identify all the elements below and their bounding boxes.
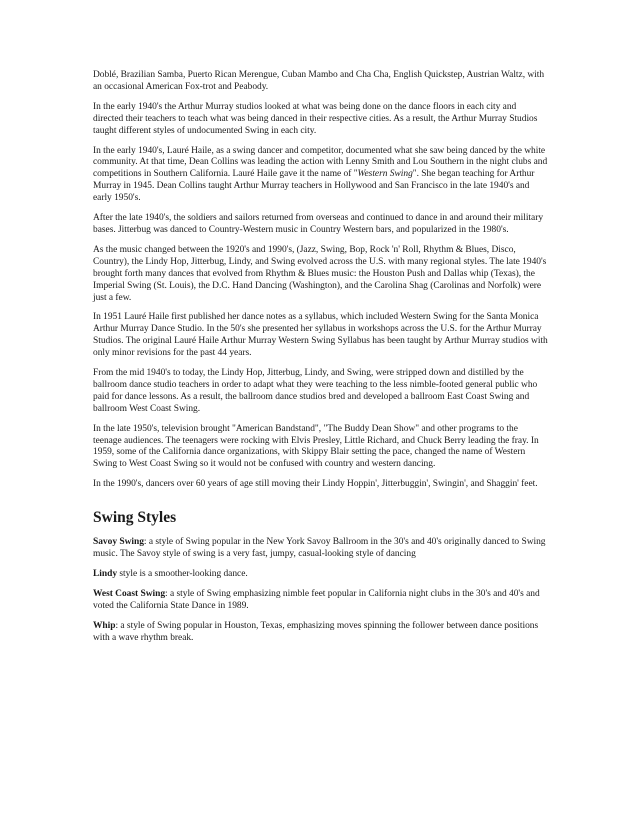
paragraph-text-after: ". She began teaching for Arthur Murray in 1945. Dean Collins taught Arthur Murray teachers in Hollywood and San Francisco in the late 1940's and early 1950's. [93, 169, 535, 204]
western-swing-italic: Western Swing [357, 169, 413, 180]
style-entry-whip [93, 621, 548, 645]
paragraph-dance-list: Doblé, Brazilian Samba, Puerto Rican Merengue, Cuban Mambo and Cha Cha, English Quickstep, Austrian Waltz, with an occasional American Fox-trot and Peabody. [93, 70, 545, 92]
document-body [93, 70, 548, 653]
paragraph-soldiers-sailors: After the late 1940's, the soldiers and sailors returned from overseas and continued to dance in and around their military bases. Jitterbug was danced to Country-Western music in Country Western bars, and popularized in the 1980's. [93, 213, 544, 235]
style-term: West Coast Swing [93, 588, 166, 599]
paragraph-television-1950s: In the late 1950's, television brought "American Bandstand", "The Buddy Dean Show" and other programs to the teenage audiences. The teenagers were rocking with Elvis Presley, Little Richard, and Chuck Berry leading the fray. In 1959, some of the California dance organizations, with Skippy Blair setting the pace, changed the name of Western Swing to West Coast Swing so it would not be confused with country and western dancing. [93, 423, 539, 470]
style-description: style is a smoother-looking dance. [117, 569, 248, 579]
style-description: : a style of Swing emphasizing nimble feet popular in California night clubs in the 30's and 40's and voted the California State Dance in 1989. [93, 588, 540, 611]
style-description: : a style of Swing popular in Houston, Texas, emphasizing moves spinning the follower between dance positions with a wave rhythm break. [93, 620, 539, 643]
paragraph-syllabus-1951: In 1951 Lauré Haile first published her dance notes as a syllabus, which included Western Swing for the Santa Monica Arthur Murray Dance Studio. In the 50's she presented her syllabus in workshops across the U.S. for the Arthur Murray Studios. The original Lauré Haile Arthur Murray Western Swing Syllabus has been taught by Arthur Murray studios with only minor revisions for the past 44 years. [93, 312, 548, 359]
style-term: Savoy Swing [93, 537, 144, 548]
style-entry-lindy [93, 569, 548, 581]
style-entry-savoy-swing [93, 537, 548, 561]
paragraph-arthur-murray-studios: In the early 1940's the Arthur Murray studios looked at what was being done on the dance floors in each city and directed their teachers to teach what was being danced in their respective cities. As a result, the Arthur Murray Studios taught different styles of undocumented Swing in each city. [93, 101, 538, 136]
paragraph-laure-haile-western-swing [93, 146, 548, 206]
style-description: : a style of Swing popular in the New York Savoy Ballroom in the 30's and 40's originally danced to Swing music. The Savoy style of swing is a very fast, jumpy, casual-looking style of dancing [93, 537, 546, 560]
paragraph-mid-1940s-today: From the mid 1940's to today, the Lindy Hop, Jitterbug, Lindy, and Swing, were stripped down and distilled by the ballroom dance studio teachers in order to adapt what they were teaching to the less nimble-footed general public who paid for dance lessons. As a result, the ballroom dance studios bred and developed a ballroom East Coast Swing and ballroom West Coast Swing. [93, 368, 538, 414]
paragraph-music-changed: As the music changed between the 1920's and 1990's, (Jazz, Swing, Bop, Rock 'n' Roll, Rhythm & Blues, Disco, Country), the Lindy Hop, Jitterbug, Lindy, and Swing evolved across the U.S. with many regional styles. The late 1940's brought forth many dances that evolved from Rhythm & Blues music: the Houston Push and Dallas whip (Texas), the Imperial Swing (St. Louis), the D.C. Hand Dancing (Washington), and the Carolina Shag (Carolinas and Norfolk) were just a few. [93, 244, 547, 303]
paragraph-text-before: In the early 1940's, Lauré Haile, as a swing dancer and competitor, documented what she saw being danced by the white community. At that time, Dean Collins was leading the action with Lenny Smith and Lou Southern in the night clubs and competitions in Southern California. Lauré Haile gave it the name of " [93, 145, 548, 180]
style-entry-west-coast-swing [93, 589, 548, 613]
paragraph-1990s-dancers: In the 1990's, dancers over 60 years of age still moving their Lindy Hoppin', Jitterbuggin', Swingin', and Shaggin' feet. [93, 479, 538, 490]
section-heading-swing-styles: Swing Styles [93, 509, 177, 527]
style-term: Lindy [93, 569, 118, 579]
style-term: Whip [93, 620, 116, 631]
